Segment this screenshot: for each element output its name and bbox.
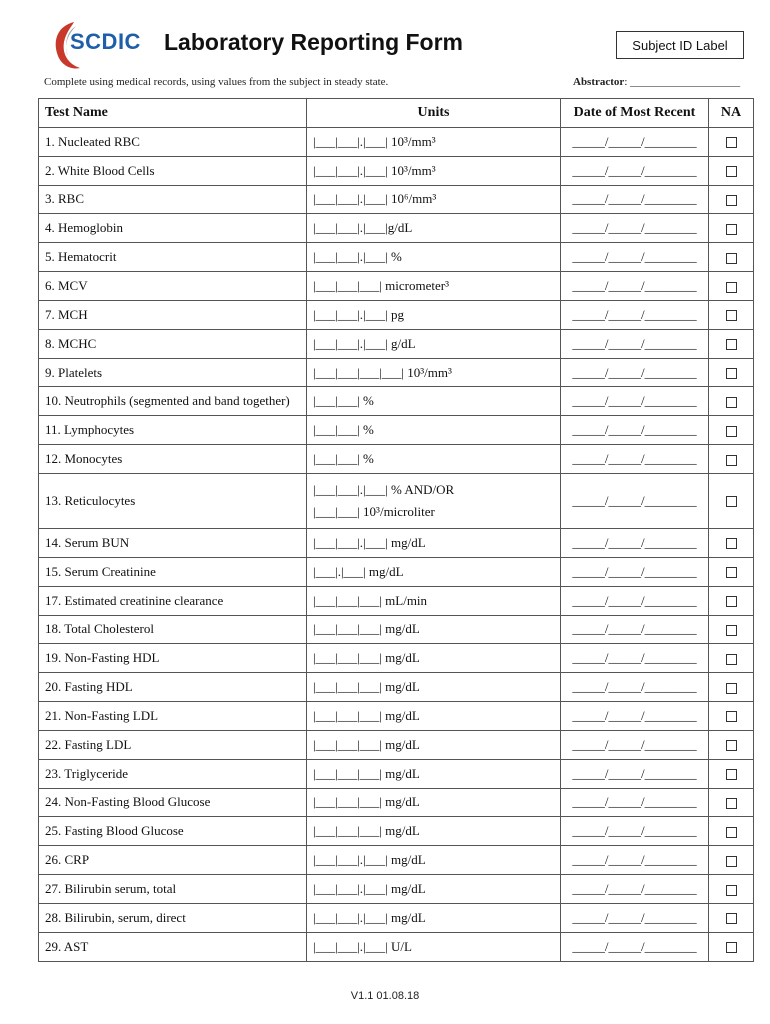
test-name: 27. Bilirubin serum, total	[39, 875, 307, 904]
table-row	[39, 185, 754, 214]
units-field[interactable]: |___|___|.|___| 10³/mm³	[313, 162, 436, 178]
date-field[interactable]: _____/_____/________	[561, 243, 709, 272]
na-cell	[709, 272, 754, 301]
units-entry[interactable]	[307, 387, 561, 416]
date-field[interactable]: _____/_____/________	[561, 846, 709, 875]
na-checkbox[interactable]	[726, 195, 737, 206]
version-footer: V1.1 01.08.18	[350, 990, 420, 1002]
table-row	[39, 702, 754, 731]
table-row	[39, 673, 754, 702]
na-cell	[709, 300, 754, 329]
table-row	[39, 615, 754, 644]
table-row	[39, 932, 754, 961]
na-cell	[709, 730, 754, 759]
table-row	[39, 156, 754, 185]
date-field[interactable]: _____/_____/________	[561, 788, 709, 817]
date-field[interactable]: _____/_____/________	[561, 156, 709, 185]
test-name: 19. Non-Fasting HDL	[39, 644, 307, 673]
units-field[interactable]: |___|___|.|___| % AND/OR	[313, 481, 455, 497]
table-row	[39, 358, 754, 387]
units-entry[interactable]	[307, 214, 561, 243]
test-name: 22. Fasting LDL	[39, 730, 307, 759]
units-entry[interactable]	[307, 586, 561, 615]
units-field[interactable]: |___|___|.|___| mg/dL	[313, 909, 426, 925]
na-checkbox[interactable]	[726, 913, 737, 924]
na-cell	[709, 185, 754, 214]
units-entry[interactable]	[307, 127, 561, 156]
units-entry[interactable]	[307, 903, 561, 932]
header-test-name: Test Name	[39, 99, 307, 128]
test-name: 14. Serum BUN	[39, 528, 307, 557]
units-field[interactable]: |___|___|.|___| 10⁶/mm³	[313, 191, 437, 207]
test-name: 1. Nucleated RBC	[39, 127, 307, 156]
lab-table	[38, 98, 754, 962]
units-field[interactable]: |___|___|___| mg/dL	[313, 650, 420, 666]
units-field[interactable]: |___|___| %	[313, 393, 374, 409]
na-checkbox[interactable]	[726, 654, 737, 665]
units-entry[interactable]	[307, 243, 561, 272]
date-field[interactable]: _____/_____/________	[561, 329, 709, 358]
units-entry[interactable]	[307, 416, 561, 445]
header-date: Date of Most Recent	[561, 99, 709, 128]
units-entry[interactable]	[307, 156, 561, 185]
table-row	[39, 445, 754, 474]
units-field[interactable]: |___|___|___| mg/dL	[313, 707, 420, 723]
units-entry[interactable]	[307, 817, 561, 846]
units-field[interactable]: |___|___|.|___| g/dL	[313, 335, 416, 351]
na-cell	[709, 673, 754, 702]
na-checkbox[interactable]	[726, 253, 737, 264]
date-field[interactable]: _____/_____/________	[561, 528, 709, 557]
na-checkbox[interactable]	[726, 455, 737, 466]
test-name: 23. Triglyceride	[39, 759, 307, 788]
table-row	[39, 817, 754, 846]
na-cell	[709, 759, 754, 788]
test-name: 20. Fasting HDL	[39, 673, 307, 702]
test-name: 11. Lymphocytes	[39, 416, 307, 445]
na-checkbox[interactable]	[726, 942, 737, 953]
units-entry[interactable]	[307, 932, 561, 961]
na-checkbox[interactable]	[726, 798, 737, 809]
units-field[interactable]: |___|.|___| mg/dL	[313, 563, 404, 579]
na-checkbox[interactable]	[726, 567, 737, 578]
na-checkbox[interactable]	[726, 282, 737, 293]
test-name: 18. Total Cholesterol	[39, 615, 307, 644]
test-name: 17. Estimated creatinine clearance	[39, 586, 307, 615]
date-field[interactable]: _____/_____/________	[561, 759, 709, 788]
test-name: 13. Reticulocytes	[39, 473, 307, 528]
na-checkbox[interactable]	[726, 625, 737, 636]
test-name: 5. Hematocrit	[39, 243, 307, 272]
test-name: 29. AST	[39, 932, 307, 961]
date-field[interactable]: _____/_____/________	[561, 586, 709, 615]
table-row	[39, 586, 754, 615]
units-entry[interactable]	[307, 615, 561, 644]
na-cell	[709, 387, 754, 416]
test-name: 15. Serum Creatinine	[39, 557, 307, 586]
test-name: 4. Hemoglobin	[39, 214, 307, 243]
test-name: 26. CRP	[39, 846, 307, 875]
na-checkbox[interactable]	[726, 137, 737, 148]
na-cell	[709, 903, 754, 932]
na-cell	[709, 528, 754, 557]
na-checkbox[interactable]	[726, 496, 737, 507]
na-checkbox[interactable]	[726, 397, 737, 408]
table-row	[39, 528, 754, 557]
na-cell	[709, 702, 754, 731]
table-row	[39, 759, 754, 788]
table-row	[39, 644, 754, 673]
na-checkbox[interactable]	[726, 711, 737, 722]
units-field[interactable]: |___|___| %	[313, 451, 374, 467]
na-checkbox[interactable]	[726, 166, 737, 177]
na-cell	[709, 473, 754, 528]
na-cell	[709, 586, 754, 615]
table-row	[39, 473, 754, 528]
date-field[interactable]: _____/_____/________	[561, 817, 709, 846]
units-entry[interactable]	[307, 272, 561, 301]
na-cell	[709, 788, 754, 817]
na-checkbox[interactable]	[726, 368, 737, 379]
table-row	[39, 387, 754, 416]
units-field-alt[interactable]: |___|___| 10³/microliter	[313, 503, 435, 519]
units-field[interactable]: |___|___|___| mg/dL	[313, 736, 420, 752]
na-cell	[709, 644, 754, 673]
test-name: 8. MCHC	[39, 329, 307, 358]
date-field[interactable]: _____/_____/________	[561, 702, 709, 731]
units-entry[interactable]	[307, 673, 561, 702]
na-cell	[709, 127, 754, 156]
test-name: 24. Non-Fasting Blood Glucose	[39, 788, 307, 817]
table-row	[39, 272, 754, 301]
na-checkbox[interactable]	[726, 224, 737, 235]
table-row	[39, 903, 754, 932]
test-name: 9. Platelets	[39, 358, 307, 387]
date-field[interactable]: _____/_____/________	[561, 272, 709, 301]
units-entry[interactable]	[307, 557, 561, 586]
units-entry[interactable]	[307, 300, 561, 329]
test-name: 3. RBC	[39, 185, 307, 214]
na-checkbox[interactable]	[726, 885, 737, 896]
na-cell	[709, 875, 754, 904]
test-name: 7. MCH	[39, 300, 307, 329]
header-units: Units	[307, 99, 561, 128]
na-checkbox[interactable]	[726, 426, 737, 437]
units-field[interactable]: |___|___|___| mg/dL	[313, 679, 420, 695]
date-field[interactable]: _____/_____/________	[561, 416, 709, 445]
table-row	[39, 243, 754, 272]
units-field[interactable]: |___|___|___| mg/dL	[313, 823, 420, 839]
table-row	[39, 127, 754, 156]
table-row	[39, 300, 754, 329]
na-cell	[709, 932, 754, 961]
table-header-row	[39, 99, 754, 128]
na-cell	[709, 358, 754, 387]
units-entry[interactable]	[307, 358, 561, 387]
na-checkbox[interactable]	[726, 683, 737, 694]
units-field[interactable]: |___|___|___| micrometer³	[313, 277, 449, 293]
abstractor-field[interactable]	[573, 76, 740, 88]
units-entry[interactable]	[307, 875, 561, 904]
test-name: 6. MCV	[39, 272, 307, 301]
na-cell	[709, 817, 754, 846]
units-field[interactable]: |___|___|.|___| U/L	[313, 938, 412, 954]
instructions: Complete using medical records, using values from the subject in steady state.	[44, 76, 389, 88]
na-checkbox[interactable]	[726, 740, 737, 751]
units-field[interactable]: |___|___|.|___| pg	[313, 306, 405, 322]
na-checkbox[interactable]	[726, 339, 737, 350]
date-field[interactable]: _____/_____/________	[561, 615, 709, 644]
units-field[interactable]: |___|___|___| mg/dL	[313, 794, 420, 810]
units-field[interactable]: |___|___|___| mL/min	[313, 592, 428, 608]
test-name: 28. Bilirubin, serum, direct	[39, 903, 307, 932]
date-field[interactable]: _____/_____/________	[561, 387, 709, 416]
test-name: 12. Monocytes	[39, 445, 307, 474]
table-row	[39, 788, 754, 817]
logo-text: SCDIC	[70, 29, 141, 54]
units-field[interactable]: |___|___|.|___| mg/dL	[313, 881, 426, 897]
date-field[interactable]: _____/_____/________	[561, 730, 709, 759]
units-entry[interactable]	[307, 445, 561, 474]
na-cell	[709, 615, 754, 644]
na-cell	[709, 557, 754, 586]
date-field[interactable]: _____/_____/________	[561, 445, 709, 474]
date-field[interactable]: _____/_____/________	[561, 127, 709, 156]
units-entry[interactable]	[307, 473, 561, 528]
date-field[interactable]: _____/_____/________	[561, 644, 709, 673]
table-row	[39, 214, 754, 243]
units-entry[interactable]	[307, 788, 561, 817]
na-checkbox[interactable]	[726, 596, 737, 607]
units-entry[interactable]	[307, 759, 561, 788]
date-field[interactable]: _____/_____/________	[561, 473, 709, 528]
na-checkbox[interactable]	[726, 769, 737, 780]
units-field[interactable]: |___|___|___|___| 10³/mm³	[313, 364, 452, 380]
units-field[interactable]: |___|___|___| mg/dL	[313, 765, 420, 781]
subject-id-label-box	[616, 31, 744, 59]
table-row	[39, 416, 754, 445]
na-cell	[709, 214, 754, 243]
na-checkbox[interactable]	[726, 310, 737, 321]
units-field[interactable]: |___|___|.|___| %	[313, 249, 402, 265]
date-field[interactable]: _____/_____/________	[561, 300, 709, 329]
table-row	[39, 557, 754, 586]
units-field[interactable]: |___|___|.|___| mg/dL	[313, 852, 426, 868]
date-field[interactable]: _____/_____/________	[561, 875, 709, 904]
table-row	[39, 875, 754, 904]
units-entry[interactable]	[307, 185, 561, 214]
date-field[interactable]: _____/_____/________	[561, 932, 709, 961]
units-field[interactable]: |___|___|.|___| mg/dL	[313, 534, 426, 550]
units-entry[interactable]	[307, 528, 561, 557]
date-field[interactable]: _____/_____/________	[561, 557, 709, 586]
table-row	[39, 846, 754, 875]
date-field[interactable]: _____/_____/________	[561, 358, 709, 387]
date-field[interactable]: _____/_____/________	[561, 214, 709, 243]
date-field[interactable]: _____/_____/________	[561, 673, 709, 702]
test-name: 25. Fasting Blood Glucose	[39, 817, 307, 846]
header-na: NA	[709, 99, 754, 128]
form-title: Laboratory Reporting Form	[164, 29, 464, 55]
table-row	[39, 730, 754, 759]
na-cell	[709, 416, 754, 445]
test-name: 10. Neutrophils (segmented and band together)	[39, 387, 307, 416]
abstractor-blank[interactable]: : ____________________	[624, 76, 741, 88]
abstractor-label: Abstractor	[573, 76, 625, 88]
na-checkbox[interactable]	[726, 538, 737, 549]
date-field[interactable]: _____/_____/________	[561, 903, 709, 932]
na-cell	[709, 156, 754, 185]
table-row	[39, 329, 754, 358]
na-checkbox[interactable]	[726, 827, 737, 838]
na-cell	[709, 243, 754, 272]
na-cell	[709, 846, 754, 875]
units-entry[interactable]	[307, 329, 561, 358]
units-field[interactable]: |___|___|.|___|g/dL	[313, 220, 413, 236]
units-field[interactable]: |___|___| %	[313, 422, 374, 438]
na-cell	[709, 329, 754, 358]
subject-id-label: Subject ID Label	[632, 37, 728, 53]
test-name: 21. Non-Fasting LDL	[39, 702, 307, 731]
units-field[interactable]: |___|___|___| mg/dL	[313, 621, 420, 637]
table-body	[39, 127, 754, 961]
units-entry[interactable]	[307, 846, 561, 875]
units-entry[interactable]	[307, 644, 561, 673]
na-cell	[709, 445, 754, 474]
test-name: 2. White Blood Cells	[39, 156, 307, 185]
date-field[interactable]: _____/_____/________	[561, 185, 709, 214]
units-field[interactable]: |___|___|.|___| 10³/mm³	[313, 133, 436, 149]
units-entry[interactable]	[307, 730, 561, 759]
na-checkbox[interactable]	[726, 856, 737, 867]
units-entry[interactable]	[307, 702, 561, 731]
